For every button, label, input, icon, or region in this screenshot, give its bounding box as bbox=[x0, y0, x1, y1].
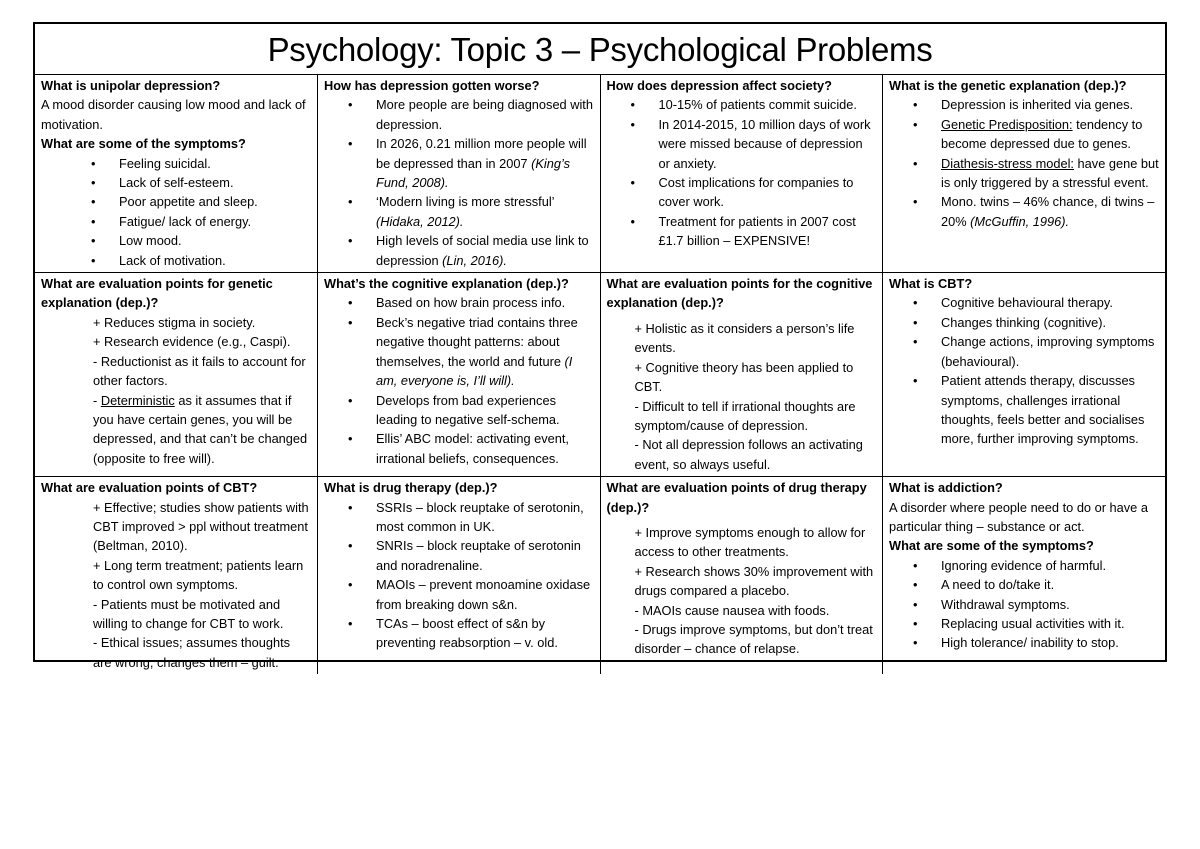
evaluation-list bbox=[41, 313, 311, 468]
cell-genetic-explanation bbox=[883, 75, 1166, 273]
item-text: High levels of social media use link to depression bbox=[376, 233, 589, 268]
list-item bbox=[376, 313, 594, 391]
item-text: Depression is inherited via genes. bbox=[941, 97, 1134, 113]
evaluation-list bbox=[607, 517, 877, 659]
item-text: tendency to become depressed due to genes. bbox=[941, 116, 1143, 152]
cell-cbt-evaluation bbox=[35, 477, 318, 675]
question: What are evaluation points of drug therapy (dep.)? bbox=[606, 480, 867, 515]
bullet-list bbox=[324, 498, 594, 653]
list-item: • Lack of self-esteem. bbox=[119, 173, 311, 192]
question: What are evaluation points for genetic explanation (dep.)? bbox=[41, 276, 273, 311]
list-item: • Fatigue/ lack of energy. bbox=[119, 212, 311, 231]
evaluation-point: + Reduces stigma in society. bbox=[93, 314, 256, 330]
item-text: have gene but is only triggered by a stressful event. bbox=[941, 155, 1159, 191]
citation: (McGuffin, 1996). bbox=[970, 213, 1070, 229]
evaluation-point: - Ethical issues; assumes thoughts are wrong, changes them – guilt. bbox=[93, 635, 291, 670]
question: What are evaluation points of CBT? bbox=[41, 480, 258, 496]
question: What is drug therapy (dep.)? bbox=[324, 480, 498, 496]
item-text: Beck’s negative triad contains three negative thought patterns: about themselves, the world and future bbox=[376, 314, 578, 369]
cell-society-effect bbox=[600, 75, 883, 273]
evaluation-point: - Reductionist as it fails to account for other factors. bbox=[93, 353, 306, 389]
question: What is addiction? bbox=[889, 480, 1003, 496]
list-item bbox=[376, 95, 594, 134]
cell-cognitive-evaluation bbox=[600, 273, 883, 477]
item-text: Based on how brain process info. bbox=[376, 295, 566, 311]
term: Genetic Predisposition: bbox=[941, 116, 1073, 132]
list-item: • A need to do/take it. bbox=[941, 575, 1159, 594]
item-text: ‘Modern living is more stressful’ bbox=[376, 194, 555, 210]
question: What is CBT? bbox=[889, 276, 973, 292]
evaluation-point: + Holistic as it considers a person’s life events. bbox=[634, 320, 855, 356]
item-text: Develops from bad experiences leading to negative self-schema. bbox=[376, 392, 560, 427]
symptom-list bbox=[41, 154, 311, 270]
list-item: • In 2014-2015, 10 million days of work were missed because of depression or anxiety. bbox=[659, 115, 877, 173]
item-text: - bbox=[93, 392, 101, 408]
item-text: as it assumes that if you have certain genes, you will be depressed, and that can’t be changed (opposite to free will). bbox=[93, 392, 308, 466]
question: What is unipolar depression? bbox=[41, 78, 221, 93]
list-item bbox=[941, 192, 1159, 231]
question: What are some of the symptoms? bbox=[889, 538, 1094, 554]
evaluation-point: + Cognitive theory has been applied to CBT. bbox=[634, 359, 854, 395]
bullet-list bbox=[324, 95, 594, 270]
bullet-list bbox=[324, 293, 594, 468]
bullet-list bbox=[889, 95, 1159, 231]
term: Deterministic bbox=[100, 392, 175, 408]
question: What is the genetic explanation (dep.)? bbox=[889, 78, 1127, 93]
item-text: More people are being diagnosed with depression. bbox=[376, 97, 593, 132]
bullet-list bbox=[607, 95, 877, 250]
evaluation-list bbox=[607, 313, 877, 474]
cell-drug-therapy-evaluation bbox=[600, 477, 883, 675]
evaluation-point: - MAOIs cause nausea with foods. bbox=[634, 602, 830, 618]
item-text: Ellis’ ABC model: activating event, irrational beliefs, consequences. bbox=[376, 431, 569, 466]
term: Diathesis-stress model: bbox=[941, 155, 1074, 171]
list-item: • SNRIs – block reuptake of serotonin and noradrenaline. bbox=[376, 536, 594, 575]
evaluation-point: - Difficult to tell if irrational thoughts are symptom/cause of depression. bbox=[634, 398, 856, 433]
citation: (King’s Fund, 2008). bbox=[376, 155, 570, 191]
list-item: • SSRIs – block reuptake of serotonin, most common in UK. bbox=[376, 498, 594, 537]
list-item bbox=[941, 115, 1159, 154]
list-item: • TCAs – boost effect of s&n by preventing reabsorption – v. old. bbox=[376, 614, 594, 653]
answer: A mood disorder causing low mood and lack of motivation. bbox=[41, 97, 306, 132]
item-text: Mono. twins – 46% chance, di twins – 20% bbox=[941, 194, 1155, 229]
list-item: • Treatment for patients in 2007 cost £1.7 billion – EXPENSIVE! bbox=[659, 212, 877, 251]
evaluation-point: + Long term treatment; patients learn to control own symptoms. bbox=[93, 557, 304, 593]
question: What are some of the symptoms? bbox=[41, 136, 246, 152]
answer: A disorder where people need to do or have a particular thing – substance or act. bbox=[889, 499, 1148, 534]
question: What’s the cognitive explanation (dep.)? bbox=[324, 276, 569, 292]
cell-what-is-cbt bbox=[883, 273, 1166, 477]
list-item: • MAOIs – prevent monoamine oxidase from breaking down s&n. bbox=[376, 575, 594, 614]
symptom-list bbox=[889, 556, 1159, 653]
list-item bbox=[941, 95, 1159, 114]
cell-genetic-evaluation bbox=[35, 273, 318, 477]
citation: (Hidaka, 2012). bbox=[376, 213, 464, 229]
list-item bbox=[376, 231, 594, 270]
list-item: • Low mood. bbox=[119, 231, 311, 250]
question: What are evaluation points for the cognitive explanation (dep.)? bbox=[606, 276, 873, 311]
list-item bbox=[376, 429, 594, 468]
list-item bbox=[376, 391, 594, 430]
cell-depression-worse bbox=[318, 75, 601, 273]
evaluation-point: + Research shows 30% improvement with drugs compared a placebo. bbox=[634, 563, 874, 599]
page-title: Psychology: Topic 3 – Psychological Problems bbox=[35, 24, 1165, 75]
list-item: • Change actions, improving symptoms (behavioural). bbox=[941, 332, 1159, 371]
item-text: In 2026, 0.21 million more people will be depressed than in 2007 bbox=[376, 136, 587, 171]
evaluation-point: + Improve symptoms enough to allow for access to other treatments. bbox=[634, 524, 866, 560]
list-item: • Cognitive behavioural therapy. bbox=[941, 293, 1159, 312]
citation: (Lin, 2016). bbox=[442, 252, 507, 268]
evaluation-point: + Research evidence (e.g., Caspi). bbox=[93, 334, 291, 350]
question: How does depression affect society? bbox=[606, 78, 832, 93]
list-item bbox=[376, 134, 594, 192]
list-item: • Patient attends therapy, discusses symptoms, challenges irrational thoughts, feels better and socialises more, further improving symptoms. bbox=[941, 371, 1159, 449]
list-item: • Ignoring evidence of harmful. bbox=[941, 556, 1159, 575]
list-item: • Changes thinking (cognitive). bbox=[941, 313, 1159, 332]
evaluation-point: - Drugs improve symptoms, but don’t treat disorder – chance of relapse. bbox=[634, 621, 873, 657]
cell-unipolar-depression bbox=[35, 75, 318, 273]
evaluation-point: - Not all depression follows an activating event, so always useful. bbox=[634, 437, 863, 472]
list-item: • Feeling suicidal. bbox=[119, 154, 311, 173]
list-item: • Poor appetite and sleep. bbox=[119, 192, 311, 211]
list-item: • High tolerance/ inability to stop. bbox=[941, 633, 1159, 652]
list-item: • Lack of motivation. bbox=[119, 251, 311, 270]
list-item: • 10-15% of patients commit suicide. bbox=[659, 95, 877, 114]
bullet-list bbox=[889, 293, 1159, 448]
cell-cognitive-explanation bbox=[318, 273, 601, 477]
topic-grid bbox=[35, 75, 1165, 674]
cell-addiction bbox=[883, 477, 1166, 675]
evaluation-point: - Patients must be motivated and willing to change for CBT to work. bbox=[93, 596, 284, 631]
list-item: • Cost implications for companies to cover work. bbox=[659, 173, 877, 212]
evaluation-list bbox=[41, 498, 311, 673]
list-item: • Replacing usual activities with it. bbox=[941, 614, 1159, 633]
evaluation-point: + Effective; studies show patients with CBT improved > ppl without treatment (Beltman, 2010). bbox=[93, 499, 309, 554]
list-item: • Withdrawal symptoms. bbox=[941, 595, 1159, 614]
list-item bbox=[376, 293, 594, 312]
evaluation-point bbox=[93, 391, 311, 469]
list-item bbox=[376, 192, 594, 231]
revision-sheet bbox=[33, 22, 1167, 670]
cell-drug-therapy bbox=[318, 477, 601, 675]
example: (I am, everyone is, I’ll will). bbox=[376, 353, 573, 389]
list-item bbox=[941, 154, 1159, 193]
question: How has depression gotten worse? bbox=[324, 78, 540, 93]
